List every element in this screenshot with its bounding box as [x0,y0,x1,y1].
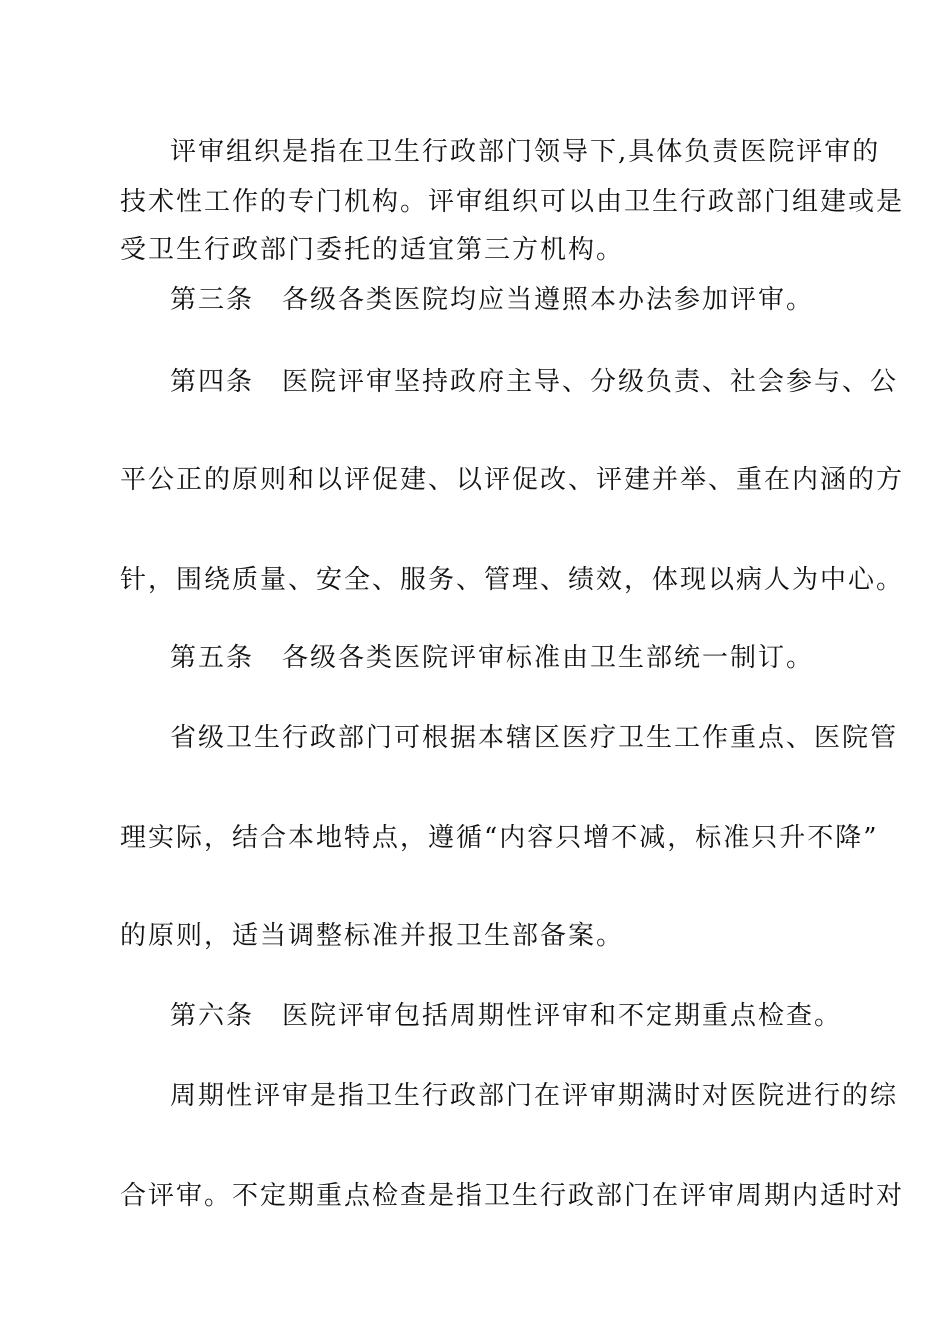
article-line: 第四条 医院评审坚持政府主导、分级负责、社会参与、公 [170,367,899,397]
paragraph-line: 合评审。不定期重点检查是指卫生行政部门在评审周期内适时对 [120,1181,905,1211]
paragraph-line: 技术性工作的专门机构。评审组织可以由卫生行政部门组建或是 [120,187,905,217]
paragraph-line: 省级卫生行政部门可根据本辖区医疗卫生工作重点、医院管 [170,723,899,753]
paragraph-line: 平公正的原则和以评促建、以评促改、评建并举、重在内涵的方 [120,465,905,495]
article-line: 第六条 医院评审包括周期性评审和不定期重点检查。 [170,1001,843,1031]
article-line: 第五条 各级各类医院评审标准由卫生部统一制订。 [170,643,815,673]
paragraph-line: 周期性评审是指卫生行政部门在评审期满时对医院进行的综 [170,1081,899,1111]
article-line: 第三条 各级各类医院均应当遵照本办法参加评审。 [170,285,815,315]
paragraph-line: 评审组织是指在卫生行政部门领导下,具体负责医院评审的 [170,137,881,167]
paragraph-line: 的原则，适当调整标准并报卫生部备案。 [120,921,625,951]
paragraph-line: 针，围绕质量、安全、服务、管理、绩效，体现以病人为中心。 [120,565,905,595]
paragraph-line: 理实际，结合本地特点，遵循“内容只增不减，标准只升不降” [120,823,879,853]
paragraph-line: 受卫生行政部门委托的适宜第三方机构。 [120,235,625,265]
